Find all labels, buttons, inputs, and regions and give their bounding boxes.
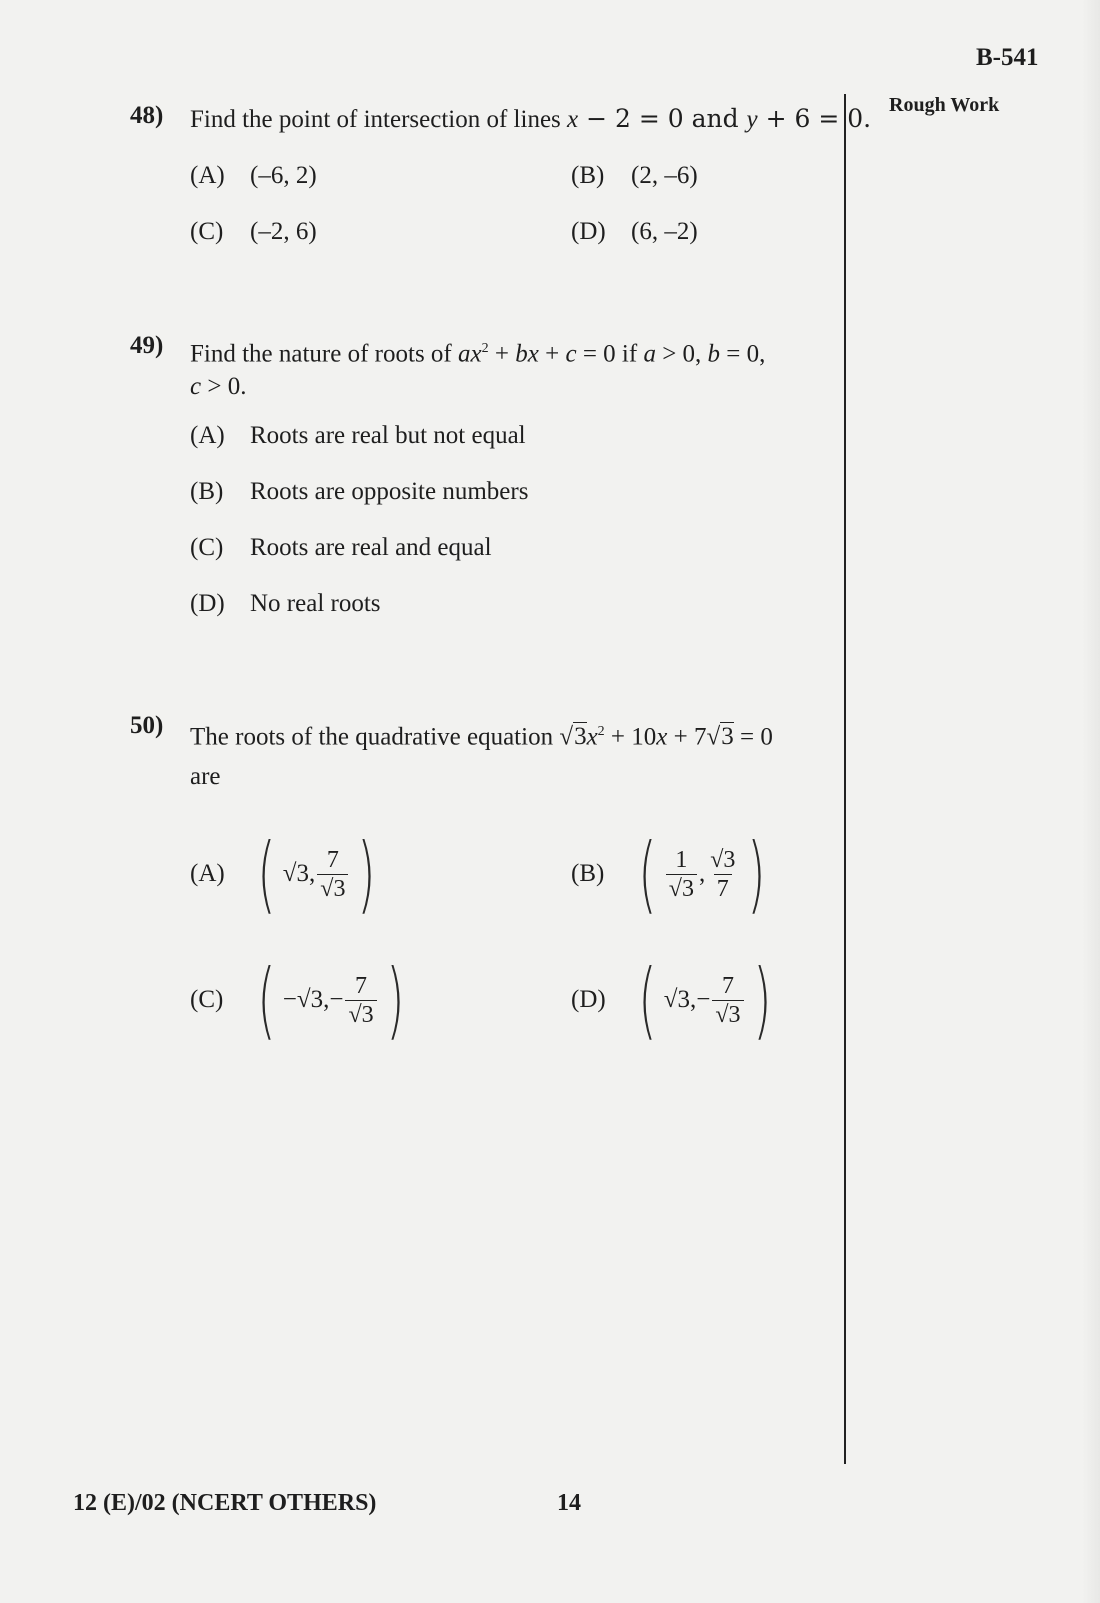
option-48-a[interactable]: (A) (–6, 2)	[190, 162, 317, 189]
option-50-c[interactable]: (C) ( −√3,− $\frac{7}{√3}$ )	[190, 951, 405, 1049]
footer-paper-name: 12 (E)/02 (NCERT OTHERS)	[73, 1490, 377, 1516]
right-paren: )	[386, 951, 405, 1049]
question-number: 50)	[130, 712, 164, 739]
page-edge-shadow	[1082, 0, 1100, 1603]
option-48-b[interactable]: (B) (2, –6)	[571, 162, 698, 189]
option-50-d[interactable]: (D) ( √3,− $\frac{7}{√3}$ )	[571, 951, 771, 1049]
paper-code: B-541	[976, 44, 1039, 71]
option-48-c[interactable]: (C) (–2, 6)	[190, 218, 317, 245]
fraction: $\frac{1}{√3}$	[666, 846, 697, 903]
fraction: $\frac{7}{√3}$	[317, 846, 348, 903]
left-paren: (	[257, 951, 276, 1049]
sqrt-symbol: √3	[706, 723, 734, 751]
rough-work-label: Rough Work	[889, 94, 1000, 116]
question-number: 49)	[130, 332, 164, 359]
option-49-a[interactable]: (A) Roots are real but not equal	[190, 422, 526, 449]
option-49-d[interactable]: (D) No real roots	[190, 590, 381, 617]
option-48-d[interactable]: (D) (6, –2)	[571, 218, 698, 245]
fraction: $\frac{7}{√3}$	[345, 972, 376, 1029]
left-paren: (	[638, 951, 657, 1049]
question-text: Find the nature of roots of $ax^2$ + bx + c = 0 if a > 0, b = 0, c > 0.	[190, 340, 766, 401]
option-50-b[interactable]: (B) ( $\frac{1}{√3}$ , $\frac{√3}{7}$ )	[571, 825, 766, 923]
question-text: Find the point of intersection of lines x − 2 = 0 and y + 6 = 0.	[190, 104, 872, 133]
right-paren: )	[357, 825, 376, 923]
question-text: The roots of the quadrative equation $√3x^2 + 10x + 7√3 = 0$ are	[190, 723, 773, 791]
right-paren: )	[747, 825, 766, 923]
left-paren: (	[638, 825, 657, 923]
option-50-a[interactable]: (A) ( √3, $\frac{7}{√3}$ )	[190, 825, 376, 923]
fraction: $\frac{7}{√3}$	[712, 972, 743, 1029]
column-divider	[844, 94, 846, 1464]
right-paren: )	[752, 951, 771, 1049]
option-49-c[interactable]: (C) Roots are real and equal	[190, 534, 492, 561]
sqrt-symbol: √3	[559, 723, 587, 751]
question-number: 48)	[130, 102, 164, 129]
left-paren: (	[257, 825, 276, 923]
footer-page-number: 14	[557, 1490, 581, 1516]
fraction: $\frac{√3}{7}$	[710, 846, 736, 902]
option-49-b[interactable]: (B) Roots are opposite numbers	[190, 478, 529, 505]
